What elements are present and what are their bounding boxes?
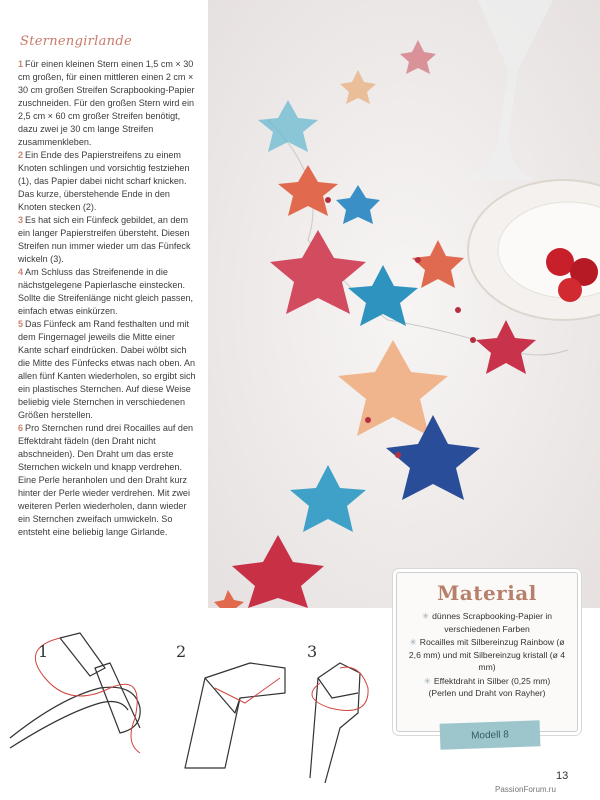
step-number: 2 xyxy=(18,150,24,160)
garland-illustration xyxy=(208,0,600,608)
cherry xyxy=(546,248,574,276)
watermark: PassionForum.ru xyxy=(495,785,556,794)
step-number: 3 xyxy=(18,215,24,225)
supplier-note: (Perlen und Draht von Rayher) xyxy=(428,688,546,698)
step-5 xyxy=(18,318,200,422)
step-6 xyxy=(18,422,200,539)
step-1 xyxy=(18,58,200,149)
model-tag: Modell 8 xyxy=(440,720,541,749)
asterisk-icon: ✳ xyxy=(409,637,417,647)
step-text: Am Schluss das Streifenende in die nächstgelegene Papierlasche einstecken. Sollte die Streifenlänge nicht gleich passen, einfach etwas einkürzen. xyxy=(18,267,194,316)
instructions-column xyxy=(18,34,200,539)
step-3 xyxy=(18,214,200,266)
garland-photo xyxy=(208,0,600,608)
material-box xyxy=(396,572,578,732)
material-item: ✳ Effektdraht in Silber (0,25 mm) xyxy=(423,675,551,686)
material-item: ✳ dünnes Scrapbooking-Papier in verschiedenen Farben xyxy=(421,611,553,634)
step-number: 1 xyxy=(18,59,24,69)
step-4 xyxy=(18,266,200,318)
material-list xyxy=(405,610,569,687)
diagram-label-2: 2 xyxy=(176,642,187,661)
material-title: Material xyxy=(437,581,537,605)
step-text: Pro Sternchen rund drei Rocailles auf den Effektdraht fädeln (den Draht nicht abschneiden). Den Draht um das erste Sternchen wickeln und knapp verdrehen. Eine Perle heranholen und den Draht kurz hinter der Perle wieder verdrehen. Mit zwei weiteren Perlen wiederholen, dann wieder ein Sternchen zweifach umwickeln. So entsteht eine beliebig lange Girlande. xyxy=(18,423,194,537)
step-text: Ein Ende des Papierstreifens zu einem Knoten schlingen und vorsichtig festziehen (1), das Papier dabei nicht scharf knicken. Das kurze, überstehende Ende in den Knoten stecken (2). xyxy=(18,150,190,212)
asterisk-icon: ✳ xyxy=(423,675,431,686)
step-number: 4 xyxy=(18,267,24,277)
step-text: Für einen kleinen Stern einen 1,5 cm × 30 cm großen, für einen mittleren einen 2 cm × 30 cm großen Streifen Scrapbooking-Papier zuschneiden. Für den großen Stern wird ein 2,5 cm × 60 cm großer Streifen benötigt, dazu zwei je 30 cm lange Streifen zusammenkleben. xyxy=(18,59,195,147)
folding-diagrams xyxy=(0,618,405,788)
step-number: 6 xyxy=(18,423,24,433)
step-text: Es hat sich ein Fünfeck gebildet, an dem ein langer Papierstreifen übersteht. Diesen Streifen nun immer wieder um das Fünfeck wickeln (3). xyxy=(18,215,191,264)
asterisk-icon: ✳ xyxy=(421,611,430,621)
instruction-steps xyxy=(18,58,200,539)
step-text: Das Fünfeck am Rand festhalten und mit dem Fingernagel jeweils die Mitte einer Kante scharf eindrücken. Dabei wölbt sich die Mitte des Fünfecks etwas nach oben. An allen fünf Kanten wiederholen, so ergibt sich ein plastisches Sternchen. Auf diese Weise beliebig viele Sternchen in verschiedenen Größen herstellen. xyxy=(18,319,196,420)
diagram-label-3: 3 xyxy=(307,642,318,661)
diagram-drawings xyxy=(0,618,405,788)
step-2 xyxy=(18,149,200,214)
diagram-label-1: 1 xyxy=(38,642,49,661)
material-item: ✳ Rocailles mit Silbereinzug Rainbow (ø 2,6 mm) und mit Silbereinzug kristall (ø 4 mm) xyxy=(408,637,566,672)
step-number: 5 xyxy=(18,319,24,329)
page-number: 13 xyxy=(556,770,569,782)
section-heading: Sternengirlande xyxy=(20,34,132,49)
